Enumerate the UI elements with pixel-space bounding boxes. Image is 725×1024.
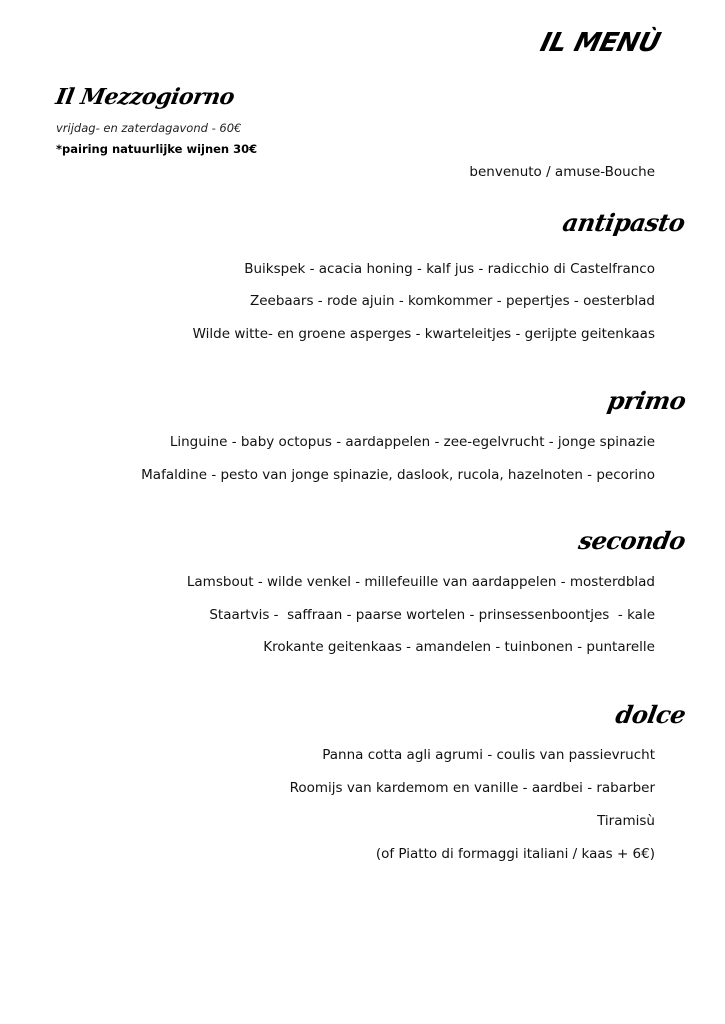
dish-dolce-3: Tiramisù [597, 813, 655, 829]
section-title-antipasto: antipasto [560, 208, 688, 237]
dish-secondo-3: Krokante geitenkaas - amandelen - tuinbonen - puntarelle [263, 639, 655, 655]
dish-secondo-2: Staartvis - saffraan - paarse wortelen - prinsessenboontjes - kale [209, 607, 655, 623]
menu-title: IL MENÙ [536, 28, 663, 58]
schedule-text: vrijdag- en zaterdagavond - 60€ [56, 121, 242, 135]
dish-antipasto-1: Buikspek - acacia honing - kalf jus - radicchio di Castelfranco [244, 261, 655, 277]
pairing-text: *pairing natuurlijke wijnen 30€ [56, 142, 258, 156]
dish-secondo-1: Lamsbout - wilde venkel - millefeuille van aardappelen - mosterdblad [186, 574, 655, 590]
dish-antipasto-3: Wilde witte- en groene asperges - kwarteleitjes - gerijpte geitenkaas [192, 326, 655, 342]
dish-dolce-4: (of Piatto di formaggi italiani / kaas + 6€) [375, 846, 655, 862]
section-title-secondo: secondo [576, 526, 688, 555]
menu-subtitle: Il Mezzogiorno [53, 84, 237, 110]
dish-primo-2: Mafaldine - pesto van jonge spinazie, daslook, rucola, hazelnoten - pecorino [141, 467, 655, 483]
dish-antipasto-2: Zeebaars - rode ajuin - komkommer - pepertjes - oesterblad [249, 293, 655, 309]
dish-dolce-2: Roomijs van kardemom en vanille - aardbei - rabarber [289, 780, 655, 796]
section-title-primo: primo [604, 386, 688, 415]
welcome-line: benvenuto / amuse-Bouche [469, 164, 655, 180]
section-title-dolce: dolce [613, 700, 688, 729]
dish-dolce-1: Panna cotta agli agrumi - coulis van passievrucht [322, 747, 655, 763]
dish-primo-1: Linguine - baby octopus - aardappelen - zee-egelvrucht - jonge spinazie [169, 434, 655, 450]
